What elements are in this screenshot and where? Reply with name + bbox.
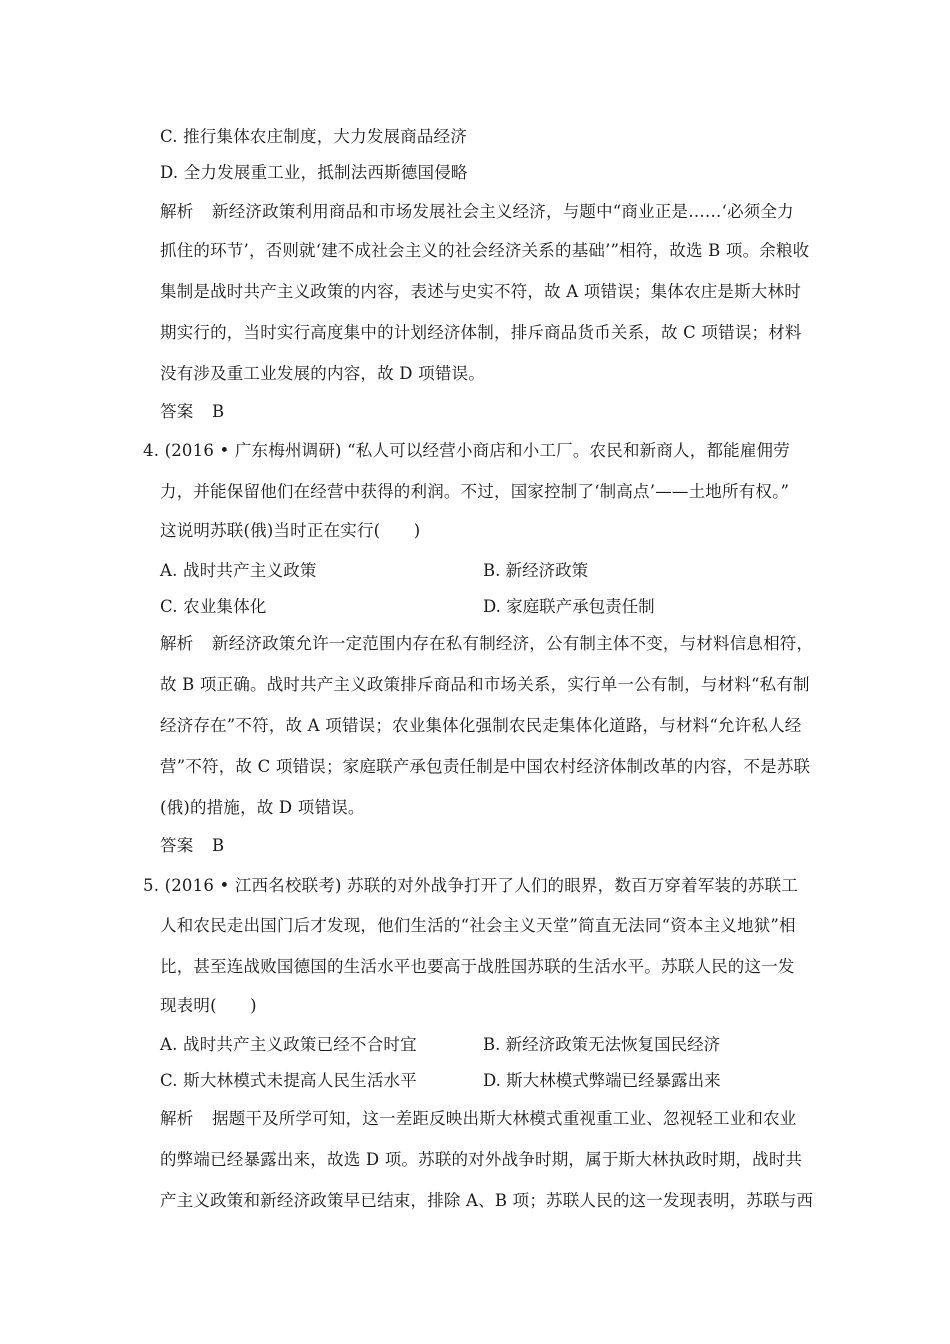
q3-analysis-line: 抓住的环节’，否则就‘建不成社会主义的社会经济关系的基础’”相符，故选 B 项。余粮收 (160, 241, 810, 260)
q4-analysis-line: (俄)的措施，故 D 项错误。 (160, 798, 365, 817)
q5-stem-line: 比，甚至连战败国德国的生活水平也要高于战胜国苏联的生活水平。苏联人民的这一发 (160, 957, 795, 976)
q4-answer-label: 答案 (160, 836, 194, 855)
q4-stem-line: 力，并能保留他们在经营中获得的利润。不过，国家控制了‘制高点’——土地所有权。” (160, 482, 790, 501)
q3-analysis-line: 集制是战时共产主义政策的内容，表述与史实不符，故 A 项错误；集体农庄是斯大林时 (160, 282, 801, 301)
q4-analysis-first-line: 解析 新经济政策允许一定范围内存在私有制经济，公有制主体不变，与材料信息相符， (160, 634, 814, 653)
q3-analysis-line: 期实行的，当时实行高度集中的计划经济体制，排斥商品货币关系，故 C 项错误；材料 (160, 323, 802, 342)
q4-analysis-line: 经济存在”不符，故 A 项错误；农业集体化强制农民走集体化道路，与材料“允许私人经 (160, 716, 802, 735)
q5-analysis-line: 产主义政策和新经济政策早已结束，排除 A、B 项；苏联人民的这一发现表明，苏联与西 (160, 1191, 814, 1210)
q4-answer (160, 835, 224, 857)
q5-option-b: B. 新经济政策无法恢复国民经济 (483, 1035, 721, 1054)
q3-option-c: C. 推行集体农庄制度，大力发展商品经济 (160, 127, 468, 146)
q4-analysis-line: 营”不符，故 C 项错误；家庭联产承包责任制是中国农村经济体制改革的内容，不是苏联 (160, 757, 811, 776)
q4-analysis-line: 故 B 项正确。战时共产主义政策排斥商品和市场关系，实行单一公有制，与材料“私有制 (160, 675, 810, 694)
q4-option-b: B. 新经济政策 (483, 561, 589, 580)
q5-option-c: C. 斯大林模式未提高人民生活水平 (160, 1071, 417, 1090)
q3-option-d: D. 全力发展重工业，抵制法西斯德国侵略 (160, 163, 468, 182)
q4-option-a: A. 战时共产主义政策 (160, 561, 317, 580)
q5-stem-line: 人和农民走出国门后才发现，他们生活的“社会主义天堂”简直无法同“资本主义地狱”相 (160, 916, 796, 935)
q4-option-c: C. 农业集体化 (160, 597, 267, 616)
q5-stem-line: 现表明( ) (160, 996, 257, 1015)
q4-stem-line: 这说明苏联(俄)当时正在实行( ) (160, 521, 421, 540)
q3-analysis-first-line: 解析 新经济政策利用商品和市场发展社会主义经济，与题中“商业正是……‘必须全力 (160, 202, 794, 221)
q3-answer (160, 401, 224, 423)
q4-stem-line: 4. (2016 • 广东梅州调研) “私人可以经营小商店和小工厂。农民和新商人，都能雇佣劳 (143, 441, 790, 460)
q3-answer-value: B (212, 402, 225, 421)
q3-analysis-line: 没有涉及重工业发展的内容，故 D 项错误。 (160, 364, 485, 383)
q3-analysis-label: 解析 (160, 202, 194, 221)
q3-answer-label: 答案 (160, 402, 194, 421)
q5-analysis-line: 的弊端已经暴露出来，故选 D 项。苏联的对外战争时期，属于斯大林执政时期，战时共 (160, 1150, 803, 1169)
q4-analysis-label: 解析 (160, 634, 194, 653)
q5-analysis-first-line: 解析 据题干及所学可知，这一差距反映出斯大林模式重视重工业、忽视轻工业和农业 (160, 1109, 797, 1128)
q5-analysis-label: 解析 (160, 1109, 194, 1128)
q5-stem-line: 5. (2016 • 江西名校联考) 苏联的对外战争打开了人们的眼界，数百万穿着军装的苏联工 (143, 876, 799, 895)
q4-answer-value: B (212, 836, 225, 855)
q5-option-a: A. 战时共产主义政策已经不合时宜 (160, 1035, 417, 1054)
q5-option-d: D. 斯大林模式弊端已经暴露出来 (483, 1071, 721, 1090)
q4-option-d: D. 家庭联产承包责任制 (483, 597, 655, 616)
